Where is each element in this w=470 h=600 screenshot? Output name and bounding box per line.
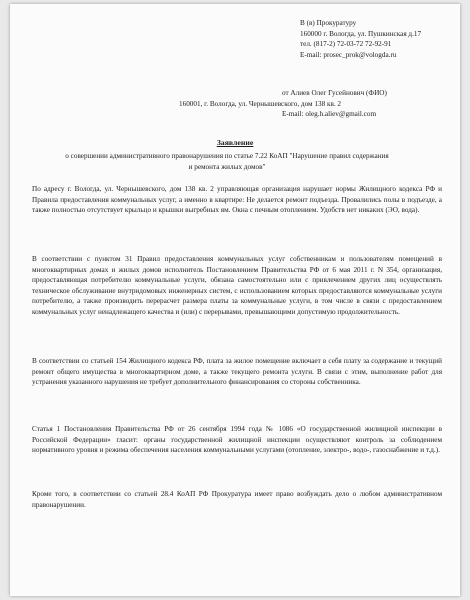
document-page: [10, 4, 460, 596]
document-subtitle: о совершении административного правонарушения по статье 7.22 КоАП "Нарушение правил содержания и ремонта жилых домов": [65, 152, 389, 171]
paragraph-4: Статья 1 Постановления Правительства РФ от 26 сентября 1994 года № 1086 «О государственной жилищной инспекции в Российской Федерации» гласит: органы государственной жилищной инспекции осуществляют контроль за соблюдением нормативного уровня и режима обеспечения населения коммунальными услугами (отопление, электро-, водо-, газоснабжение и т.д.).: [32, 425, 442, 455]
sender-block: [179, 88, 444, 120]
recipient-name: В (в) Прокуратуру: [300, 19, 357, 27]
paragraph-3: В соответствии со статьей 154 Жилищного кодекса РФ, плата за жилое помещение включает в себя плату за содержание и текущий ремонт общего имущества в многоквартирном доме, а также текущего ремонта услуги. В связи с этим, выполнение работ для устранения указанного нарушения не требует дополнительного финансирования со стороны собственника.: [32, 357, 442, 387]
paragraph-2: В соответствии с пунктом 31 Правил предоставления коммунальных услуг собственникам и пользователям помещений в многоквартирных домах и жилых домов исполнитель Постановлением Правительства РФ от 6 мая 2011 г. N 354, организация, предоставляющая потребителю коммунальные услуги, обязана самостоятельно или с привлечением других лиц осуществлять техническое обслуживание внутридомовых инженерных систем, с использованием которых предоставляются коммунальные услуги потребителю, а также производить перерасчет размера платы за коммунальные услуги, в том числе в связи с предоставлением коммунальных услуг ненадлежащего качества и (или) с перерывами, превышающими допустимую продолжительность.: [32, 255, 442, 316]
recipient-address: 160000 г. Вологда, ул. Пушкинская д.17: [300, 29, 422, 38]
recipient-block: [300, 18, 444, 60]
document-title: Заявление: [216, 138, 254, 147]
paragraph-5: Кроме того, в соответствии со статьей 28.4 КоАП РФ Прокуратура имеет право возбуждать дело о любом административном правонарушении.: [32, 490, 442, 509]
recipient-phone: тел. (817-2) 72-03-72 72-92-91: [300, 40, 392, 49]
recipient-email: E-mail: prosec_prok@vologda.ru: [300, 50, 397, 59]
paragraph-1: По адресу г. Вологда, ул. Чернышевского, дом 138 кв. 2 управляющая организация нарушает нормы Жилищного кодекса РФ и Правила предоставления коммунальных услуг, а именно в квартире: Не делается ремонт подъезда. Провалились полы в подъезде, а также полностью отсутствует крыльцо и крышки выгребных ям. Окна с печным отоплением. Удобств нет никаких (ЭО, вода).: [32, 185, 442, 215]
sender-email: E-mail: oleg.h.aliev@gmail.com: [282, 110, 377, 119]
sender-address: 160001, г. Вологда, ул. Чернышевского, дом 138 кв. 2: [179, 99, 342, 108]
sender-name: от Алиев Олег Гусейнович (ФИО): [282, 89, 387, 97]
